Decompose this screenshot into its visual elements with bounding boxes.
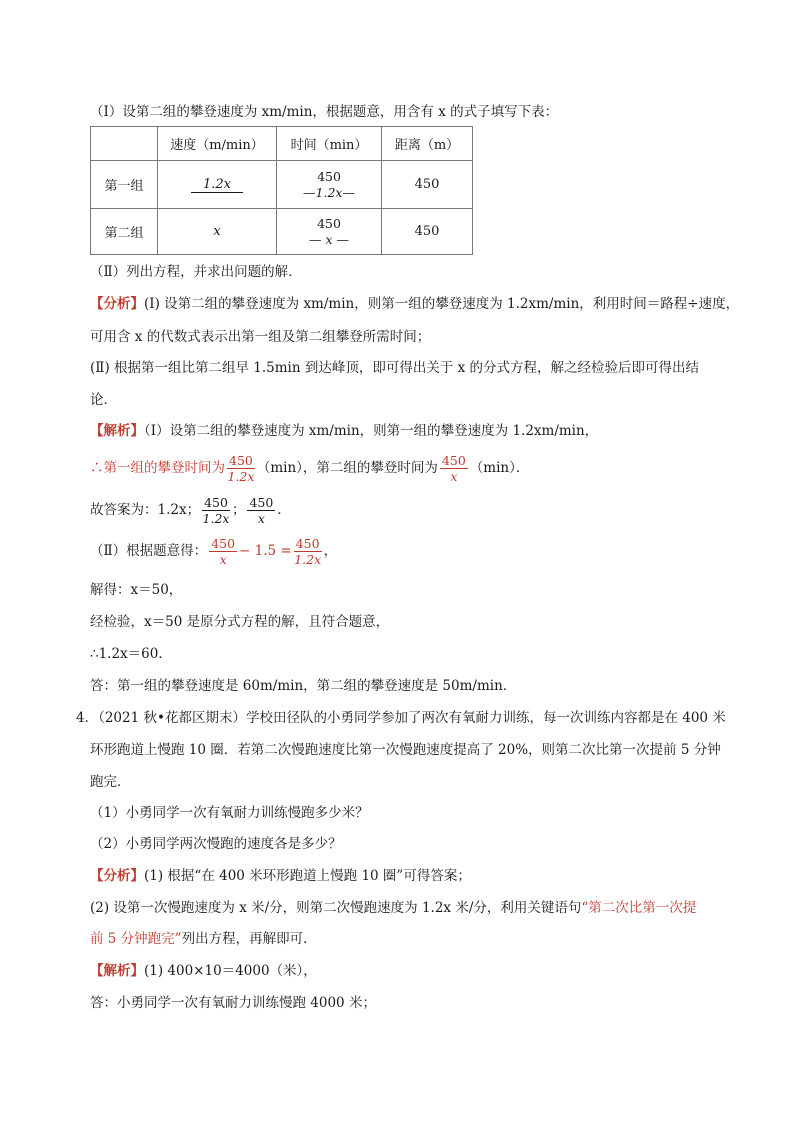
- solution-line-3: 故答案为：1.2x； $\frac{450}{1.2x}$ ； $\frac{450}{x}$ ．: [90, 495, 291, 526]
- time-fraction: [309, 216, 349, 248]
- table-header-cell: 速度（m/min）: [158, 127, 277, 161]
- fraction-denominator: — x —: [308, 231, 350, 247]
- solution-line-7: ∴1.2x＝60．: [90, 646, 172, 662]
- table-header-cell: 时间（min）: [277, 127, 382, 161]
- q4-solution-line-2: 答：小勇同学一次有氧耐力训练慢跑 4000 米；: [90, 995, 376, 1011]
- table-row: [91, 209, 473, 255]
- speed-time-table: [90, 126, 473, 255]
- table-row: [91, 161, 473, 209]
- analysis-tag: 【分析】: [90, 296, 144, 312]
- fraction: $\frac{450}{x}$: [211, 536, 236, 567]
- speed-cell: x: [158, 209, 277, 255]
- solution-tag: 【解析】: [90, 423, 144, 439]
- fraction: $\frac{450}{x}$: [441, 453, 466, 484]
- analysis-line-2: 可用含 x 的代数式表示出第一组及第二组攀登所需时间；: [90, 329, 431, 345]
- q4-sub-1: （1）小勇同学一次有氧耐力训练慢跑多少米？: [90, 805, 369, 821]
- fraction: $\frac{450}{1.2x}$: [202, 495, 230, 526]
- q4-analysis-line-1: 【分析】(1) 根据“在 400 米环形跑道上慢跑 10 圈”可得答案；: [90, 868, 471, 884]
- solution-line-1: 【解析】（Ⅰ）设第二组的攀登速度为 xm/min，则第一组的攀登速度为 1.2xm/min，: [90, 423, 599, 439]
- part1-prompt: （Ⅰ）设第二组的攀登速度为 xm/min，根据题意，用含有 x 的式子填写下表：: [90, 104, 559, 120]
- solution-line-4: （Ⅱ）根据题意得： $\frac{450}{x}$ − 1.5 = $\frac{450}{1.2x}$ ，: [90, 536, 338, 567]
- table-header-row: [91, 127, 473, 161]
- solution-line-2: ∴第一组的攀登时间为 $\frac{450}{1.2x}$ （min），第二组的攀登时间为 $\frac{450}{x}$ （min）．: [90, 453, 530, 484]
- solution-line-6: 经检验，x＝50 是原分式方程的解，且符合题意，: [90, 614, 390, 630]
- speed-cell: [158, 161, 277, 209]
- q4-stem-line-1: 4．（2021 秋•花都区期末）学校田径队的小勇同学参加了两次有氧耐力训练，每一次训练内容都是在 400 米: [76, 710, 726, 726]
- table-header-cell: 距离（m）: [382, 127, 473, 161]
- solution-tag: 【解析】: [90, 963, 144, 979]
- distance-cell: 450: [382, 161, 473, 209]
- fraction: $\frac{450}{1.2x}$: [227, 453, 255, 484]
- analysis-line-3: (Ⅱ) 根据第一组比第二组早 1.5min 到达峰顶，即可得出关于 x 的分式方程，解之经检验后即可得出结: [90, 360, 700, 376]
- time-cell: [277, 161, 382, 209]
- speed-value: 1.2x: [191, 177, 243, 193]
- q4-analysis-line-3: 前 5 分钟跑完”列出方程，再解即可．: [90, 931, 317, 947]
- part2-prompt: （Ⅱ）列出方程，并求出问题的解．: [90, 264, 302, 280]
- q4-stem-line-2: 环形跑道上慢跑 10 圈．若第二次慢跑速度比第一次慢跑速度提高了 20%，则第二次比第一次提前 5 分钟: [90, 742, 721, 758]
- solution-line-5: 解得：x＝50，: [90, 582, 183, 598]
- time-fraction: [303, 169, 355, 201]
- fraction: $\frac{450}{x}$: [249, 495, 274, 526]
- fraction-numerator: 450: [317, 168, 341, 184]
- analysis-line-4: 论．: [90, 392, 117, 408]
- fraction-numerator: 450: [317, 215, 341, 231]
- table-header-cell: [91, 127, 158, 161]
- analysis-tag: 【分析】: [90, 868, 144, 884]
- time-cell: [277, 209, 382, 255]
- distance-cell: 450: [382, 209, 473, 255]
- row-label: 第一组: [91, 161, 158, 209]
- q4-sub-2: （2）小勇同学两次慢跑的速度各是多少？: [90, 836, 342, 852]
- solution-line-8: 答：第一组的攀登速度是 60m/min，第二组的攀登速度是 50m/min．: [90, 678, 517, 694]
- fraction-denominator: —1.2x—: [303, 184, 355, 200]
- fraction: $\frac{450}{1.2x}$: [294, 536, 322, 567]
- q4-solution-line-1: 【解析】(1) 400×10＝4000（米），: [90, 963, 317, 979]
- q4-analysis-line-2: (2) 设第一次慢跑速度为 x 米/分，则第二次慢跑速度为 1.2x 米/分，利用关键语句“第二次比第一次提: [90, 900, 697, 916]
- q4-stem-line-3: 跑完．: [90, 774, 131, 790]
- row-label: 第二组: [91, 209, 158, 255]
- analysis-line-1: 【分析】(Ⅰ) 设第二组的攀登速度为 xm/min，则第一组的攀登速度为 1.2xm/min，利用时间＝路程÷速度，: [90, 296, 740, 312]
